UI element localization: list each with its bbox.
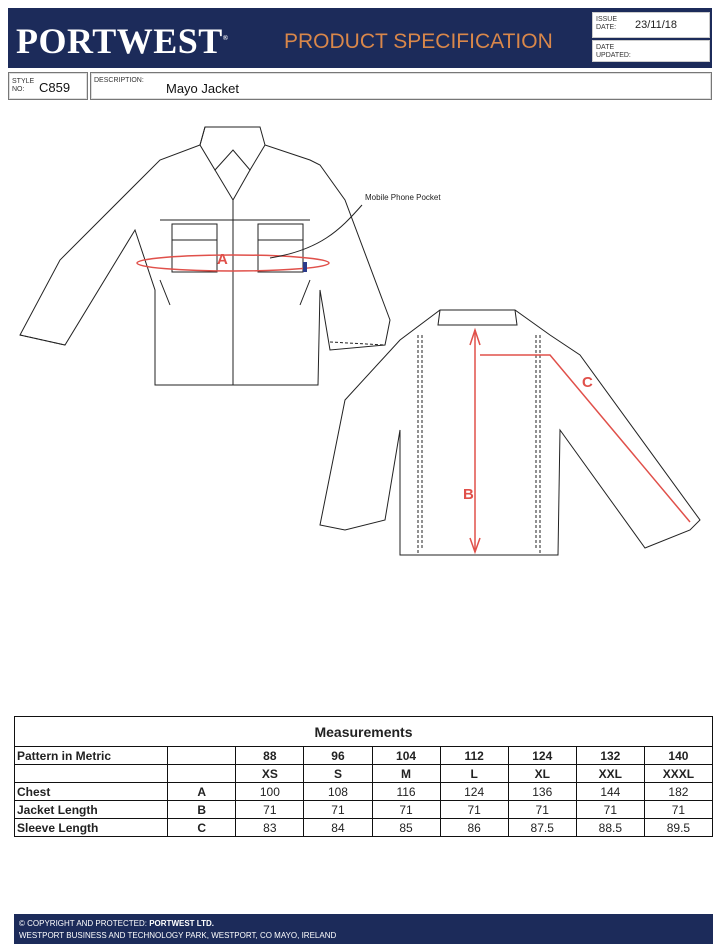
pattern-size: 104 [372,747,440,765]
cell: 71 [304,801,372,819]
empty-cell [168,765,236,783]
size-label: XXXL [644,765,712,783]
cell: 71 [576,801,644,819]
size-label: L [440,765,508,783]
cell: 116 [372,783,440,801]
table-row-sizes [15,765,713,783]
size-label: S [304,765,372,783]
copyright-brand: PORTWEST LTD. [149,919,214,928]
copyright-line [19,918,708,930]
cell: 88.5 [576,819,644,837]
size-label: XL [508,765,576,783]
cell: 108 [304,783,372,801]
phone-pocket-marker [303,262,307,272]
description-label: DESCRIPTION: [94,77,144,84]
pattern-size: 140 [644,747,712,765]
row-code: B [168,801,236,819]
cell: 182 [644,783,712,801]
measurement-annotations [137,255,690,552]
back-view-jacket [320,310,700,555]
cell: 136 [508,783,576,801]
row-label: Chest [15,783,168,801]
empty-cell [15,765,168,783]
cell: 85 [372,819,440,837]
marker-c: C [582,374,593,391]
style-number: C859 [39,80,71,95]
copyright-text: © COPYRIGHT AND PROTECTED: [19,919,150,928]
size-label: M [372,765,440,783]
description-value: Mayo Jacket [166,81,239,96]
table-row-sleeve-length [15,819,713,837]
brand-logo: PORTWEST® [16,21,229,61]
issue-date-value: 23/11/18 [635,19,678,31]
table-row-pattern [15,747,713,765]
footer [14,914,713,944]
cell: 71 [644,801,712,819]
pattern-size: 124 [508,747,576,765]
cell: 71 [372,801,440,819]
brand-name: PORTWEST [16,21,223,61]
cell: 124 [440,783,508,801]
cell: 71 [440,801,508,819]
cell: 71 [236,801,304,819]
measurements-table [14,716,713,837]
pattern-label: Pattern in Metric [15,747,168,765]
marker-b: B [463,486,474,503]
table-row-jacket-length [15,801,713,819]
marker-a: A [217,251,228,268]
cell: 100 [236,783,304,801]
size-label: XS [236,765,304,783]
empty-cell [168,747,236,765]
cell: 87.5 [508,819,576,837]
row-code: C [168,819,236,837]
pattern-size: 132 [576,747,644,765]
cell: 84 [304,819,372,837]
cell: 83 [236,819,304,837]
table-row-chest [15,783,713,801]
page-title: PRODUCT SPECIFICATION [284,30,553,53]
date-updated-label: DATE UPDATED: [596,44,631,59]
row-code: A [168,783,236,801]
cell: 89.5 [644,819,712,837]
pattern-size: 112 [440,747,508,765]
row-label: Sleeve Length [15,819,168,837]
mobile-phone-pocket-callout: Mobile Phone Pocket [365,193,441,202]
pattern-size: 88 [236,747,304,765]
style-label: STYLE NO: [12,78,35,93]
issue-date-label: ISSUE DATE: [596,16,618,31]
size-label: XXL [576,765,644,783]
address-line: WESTPORT BUSINESS AND TECHNOLOGY PARK, WESTPORT, CO MAYO, IRELAND [19,931,337,940]
table-title: Measurements [15,717,713,747]
row-label: Jacket Length [15,801,168,819]
cell: 86 [440,819,508,837]
callout-leader-line [270,205,362,258]
cell: 71 [508,801,576,819]
pattern-size: 96 [304,747,372,765]
cell: 144 [576,783,644,801]
